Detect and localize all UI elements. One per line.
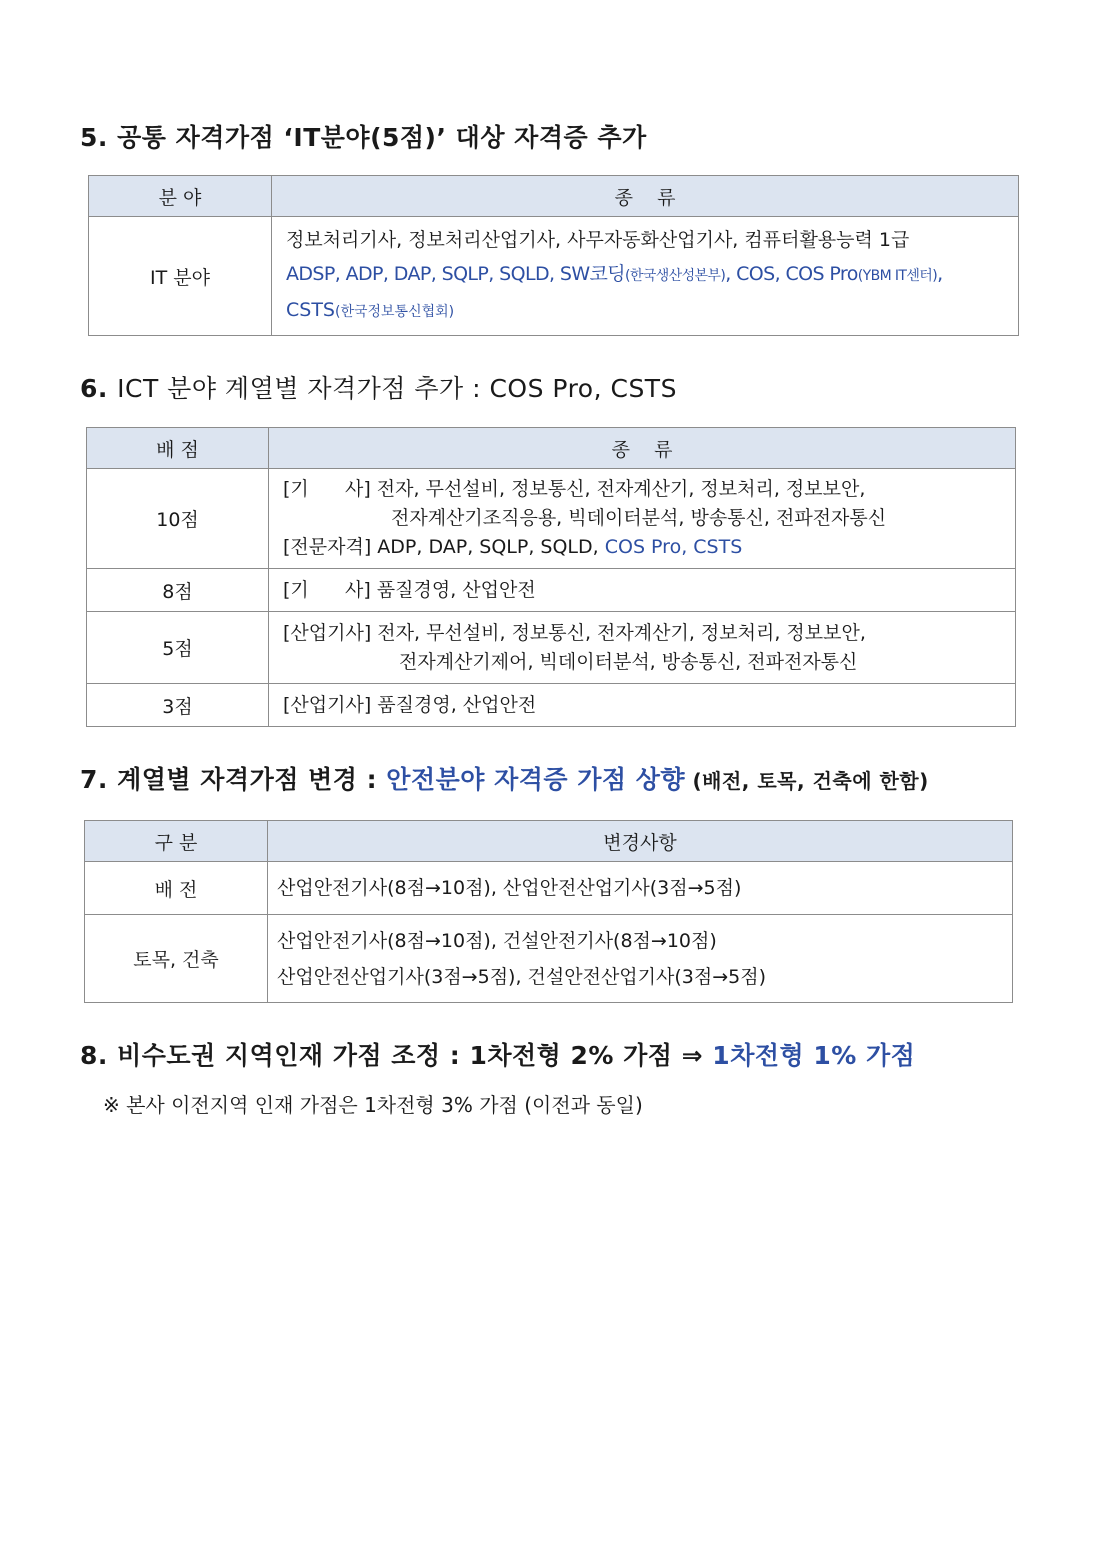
header-type: 종 류 [269, 428, 1016, 469]
content-line: 전자계산기제어, 빅데이터분석, 방송통신, 전파전자통신 [399, 650, 858, 673]
row-label: IT 분야 [89, 217, 272, 336]
table-row [85, 862, 1013, 915]
cert-line-3-text: CSTS [286, 299, 335, 321]
cert-line-1: 정보처리기사, 정보처리산업기사, 사무자동화산업기사, 컴퓨터활용능력 1급 [286, 229, 910, 251]
table-header-row [85, 821, 1013, 862]
content-highlight: COS Pro, CSTS [604, 536, 743, 558]
table-header-row [87, 428, 1016, 469]
row-content [268, 915, 1013, 1003]
content-line: [기 사] 전자, 무선설비, 정보통신, 전자계산기, 정보처리, 정보보안, [283, 478, 866, 500]
section7-title [80, 760, 929, 796]
cert-line-2b-text: , COS, COS Pro [725, 263, 858, 285]
cert-line-2-text: ADSP, ADP, DAP, SQLP, SQLD, SW코딩 [286, 263, 626, 285]
cert-org-kait: (한국정보통신협회) [335, 304, 455, 320]
cert-line-2-comma: , [937, 263, 943, 285]
row-content [269, 469, 1016, 569]
row-label: 10점 [87, 469, 269, 569]
section8-title-highlight: 1차전형 1% 가점 [712, 1041, 916, 1070]
cert-line-2 [286, 257, 1004, 293]
section6-table [86, 427, 1016, 727]
table-row [85, 915, 1013, 1003]
header-field: 분 야 [89, 176, 272, 217]
section7-title-prefix: 계열별 자격가점 변경 : [117, 765, 387, 794]
row-content: [산업기사] 품질경영, 산업안전 [269, 684, 1016, 727]
content-line: 전자계산기조직응용, 빅데이터분석, 방송통신, 전파전자통신 [391, 507, 887, 529]
content-line: 산업안전산업기사(3점→5점), 건설안전산업기사(3점→5점) [277, 965, 767, 988]
table-row [87, 684, 1016, 727]
section5-number: 5. [80, 123, 108, 152]
header-changes: 변경사항 [268, 821, 1013, 862]
table-row [87, 469, 1016, 569]
section7-table [84, 820, 1013, 1003]
section8-number: 8. [80, 1041, 108, 1070]
table-row [87, 612, 1016, 684]
section8-note: ※ 본사 이전지역 인재 가점은 1차전형 3% 가점 (이전과 동일) [103, 1093, 643, 1117]
row-label: 8점 [87, 569, 269, 612]
header-category: 구 분 [85, 821, 268, 862]
section7-title-suffix: (배전, 토목, 건축에 한함) [685, 769, 929, 793]
cert-org-ybm: (YBM IT센터) [857, 268, 938, 284]
section6-number: 6. [80, 374, 108, 403]
table-row [87, 569, 1016, 612]
header-type: 종 류 [272, 176, 1019, 217]
section5-table [88, 175, 1019, 336]
section8-title-prefix: 비수도권 지역인재 가점 조정 : 1차전형 2% 가점 ⇒ [117, 1041, 713, 1070]
cert-org-kpc: (한국생산성본부) [625, 268, 726, 284]
row-content: [기 사] 품질경영, 산업안전 [269, 569, 1016, 612]
section5-title-text: 공통 자격가점 ‘IT분야(5점)’ 대상 자격증 추가 [117, 123, 647, 152]
row-content [272, 217, 1019, 336]
row-content: 산업안전기사(8점→10점), 산업안전산업기사(3점→5점) [268, 862, 1013, 915]
row-label: 토목, 건축 [85, 915, 268, 1003]
content-line [283, 533, 1001, 562]
section6-title [80, 369, 677, 405]
section8-title [80, 1036, 915, 1072]
section5-title [80, 118, 647, 154]
row-label: 3점 [87, 684, 269, 727]
row-label: 5점 [87, 612, 269, 684]
cert-line-3 [286, 293, 1004, 329]
section6-title-text: ICT 분야 계열별 자격가점 추가 : COS Pro, CSTS [117, 374, 677, 403]
table-header-row [89, 176, 1019, 217]
table-row [89, 217, 1019, 336]
section7-title-highlight: 안전분야 자격증 가점 상향 [386, 765, 686, 794]
content-text: [전문자격] ADP, DAP, SQLP, SQLD, [283, 536, 605, 558]
row-label: 배 전 [85, 862, 268, 915]
header-score: 배 점 [87, 428, 269, 469]
content-line: [산업기사] 전자, 무선설비, 정보통신, 전자계산기, 정보처리, 정보보안, [283, 621, 866, 644]
content-line: 산업안전기사(8점→10점), 건설안전기사(8점→10점) [277, 929, 717, 952]
section7-number: 7. [80, 765, 108, 794]
row-content [269, 612, 1016, 684]
